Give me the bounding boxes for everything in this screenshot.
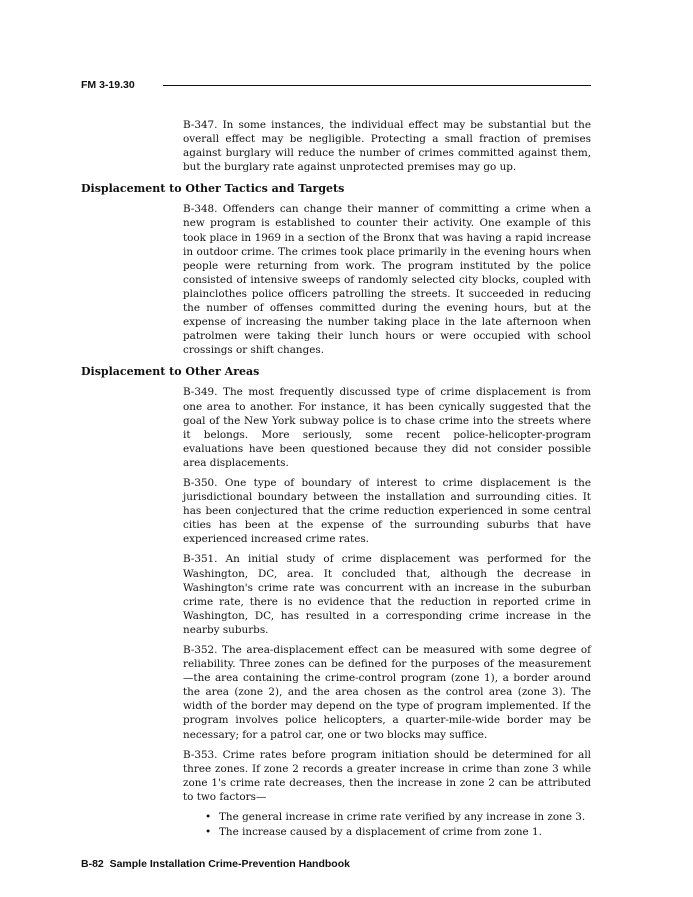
paragraph-b348: B-348. Offenders can change their manner of committing a crime when a new program is established to counter their activity. One example of this took place in 1969 in a section of the Bronx that was having a rapid increase in outdoor crime. The crimes took place primarily in the evening hours when people were returning from work. The program instituted by the police consisted of intensive sweeps of randomly selected city blocks, coupled with plainclothes police officers patrolling the streets. It succeeded in reducing the number of offenses committed during the evening hours, but at the expense of increasing the number taking place in the late afternoon when patrolmen were taking their lunch hours or were occupied with school crossings or shift changes.: [183, 203, 591, 357]
heading-tactics-targets: Displacement to Other Tactics and Targets: [81, 182, 345, 196]
bullet-list: [205, 810, 591, 840]
paragraph-b351: B-351. An initial study of crime displacement was performed for the Washington, DC, area. It concluded that, although the decrease in Washington's crime rate was concurrent with an increase in the suburban crime rate, there is no evidence that the reduction in reported crime in Washington, DC, has resulted in a corresponding crime increase in the nearby suburbs.: [183, 553, 591, 636]
paragraph-b352: B-352. The area-displacement effect can be measured with some degree of reliability. Three zones can be defined for the purposes of the measurement—the area containing the crime-control program (zone 1), a border around the area (zone 2), and the area chosen as the control area (zone 3). The width of the border may depend on the type of program implemented. If the program involves police helicopters, a quarter-mile-wide border may be necessary; for a patrol car, one or two blocks may suffice.: [183, 644, 591, 741]
list-item: [205, 810, 591, 825]
paragraph-b347: B-347. In some instances, the individual effect may be substantial but the overall effect may be negligible. Protecting a small fraction of premises against burglary will reduce the number of crimes committed against them, but the burglary rate against unprotected premises may go up.: [183, 119, 591, 174]
paragraph-b353: B-353. Crime rates before program initiation should be determined for all three zones. If zone 2 records a greater increase in crime than zone 3 while zone 1's crime rate decreases, then the increase in zone 2 can be attributed to two factors—: [183, 748, 591, 803]
header-rule: [163, 85, 591, 86]
paragraph-b349: B-349. The most frequently discussed type of crime displacement is from one area to another. For instance, it has been cynically suggested that the goal of the New York subway police is to chase crime into the streets where it belongs. More seriously, some recent police-helicopter-program evaluations have been questioned because they did not consider possible area displacements.: [183, 386, 591, 469]
paragraph-b350: B-350. One type of boundary of interest to crime displacement is the jurisdictional boundary between the installation and surrounding cities. It has been conjectured that the crime reduction experienced in some central cities has been at the expense of the surrounding suburbs that have experienced increased crime rates.: [183, 476, 591, 546]
bullet-icon: •: [205, 826, 212, 839]
heading-other-areas: Displacement to Other Areas: [81, 365, 260, 379]
list-item-text: The general increase in crime rate verified by any increase in zone 3.: [219, 811, 586, 824]
bullet-icon: •: [205, 811, 212, 824]
page-header: [81, 79, 591, 95]
page-content: [81, 118, 593, 840]
list-item-text: The increase caused by a displacement of crime from zone 1.: [219, 826, 542, 839]
page-footer: B-82 Sample Installation Crime-Prevention Handbook: [81, 858, 350, 870]
doc-id: FM 3-19.30: [81, 79, 135, 91]
list-item: [205, 825, 591, 840]
